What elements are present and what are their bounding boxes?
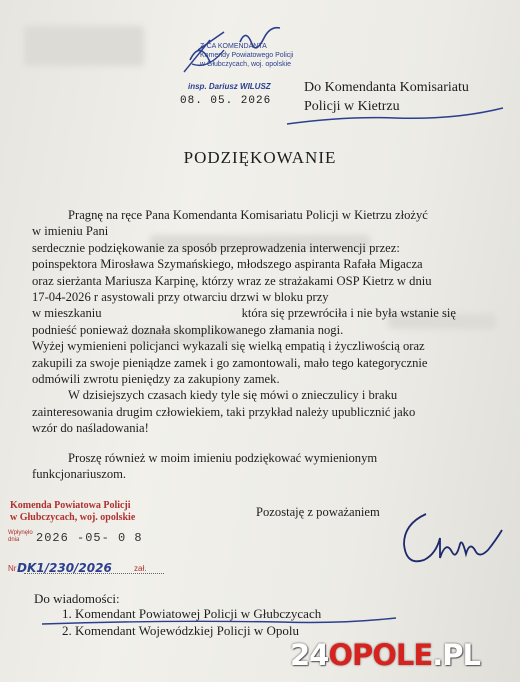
body-fragment: która się przewróciła i nie była wstanie się xyxy=(241,306,456,321)
body-line xyxy=(32,306,492,321)
letter-title: PODZIĘKOWANIE xyxy=(183,148,337,167)
reference-number-suffix: zał. xyxy=(134,564,147,573)
body-line: zainteresowania drugim człowiekiem, taki przykład należy upublicznić jako xyxy=(32,404,416,419)
watermark-part: .PL xyxy=(432,638,480,672)
body-line: poinspektora Mirosława Szymańskiego, młodszego aspiranta Rafała Migacza xyxy=(32,257,423,272)
site-watermark-logo xyxy=(290,638,510,672)
body-line: Pragnę na ręce Pana Komendanta Komisariatu Policji w Kietrzu złożyć xyxy=(68,208,428,222)
reference-number: DK1/230/2026 xyxy=(17,561,112,575)
body-line: 17-04-2026 r asystowali przy otwarciu drzwi w bloku przy xyxy=(32,290,329,305)
reference-number-prefix: Nr xyxy=(8,564,17,573)
body-line: W dzisiejszych czasach kiedy tyle się mówi o znieczulicy i braku xyxy=(68,388,398,403)
watermark-part: 24 xyxy=(290,638,329,672)
body-line: serdecznie podziękowanie za sposób przeprowadzenia interwencji przez: xyxy=(32,240,400,255)
cc-item: 1. Komendant Powiatowej Policji w Głubczycach xyxy=(62,606,322,621)
redacted-top-left xyxy=(24,26,144,66)
stamp-line: Komendy Powiatowego Policji xyxy=(200,52,294,59)
stamp-line: w Głubczycach, woj. opolskie xyxy=(200,61,292,68)
body-line: wzór do naśladowania! xyxy=(32,421,149,436)
underline-scribble-icon xyxy=(285,106,505,128)
closing-formula: Pozostaję z poważaniem xyxy=(256,505,380,519)
received-label-line: dnia xyxy=(8,537,20,543)
spacer xyxy=(32,438,492,450)
cc-item: 2. Komendant Wojewódzkiej Policji w Opolu xyxy=(62,623,300,638)
body-fragment: w mieszkaniu xyxy=(32,306,102,321)
received-stamp-line: Komenda Powiatowa Policji xyxy=(10,500,131,511)
body-line: podnieść ponieważ doznała skomplikowanego złamania nogi. xyxy=(32,322,344,337)
addressee-line: Policji w Kietrzu xyxy=(304,99,400,114)
body-line: funkcjonariuszom. xyxy=(32,467,127,482)
received-date: 2026 -05- 0 8 xyxy=(36,531,143,545)
received-label-line: Wpłynęło xyxy=(8,530,33,536)
watermark-part: OPOLE xyxy=(328,638,433,672)
body-line: Proszę również w moim imieniu podziękować wymienionym xyxy=(68,450,378,465)
stamp-line: Z-CA KOMENDANTA xyxy=(200,43,267,50)
received-label xyxy=(8,530,33,544)
stamp-name: insp. Dariusz WILUSZ xyxy=(188,82,271,91)
received-stamp xyxy=(10,500,135,524)
letter-body xyxy=(32,208,492,484)
handwritten-signature-icon xyxy=(396,510,506,570)
body-line: Wyżej wymienieni policjanci wykazali się wielką empatią i życzliwością oraz xyxy=(32,339,425,354)
body-line: odmówili zwrotu pieniędzy za zakupiony zamek. xyxy=(32,372,280,387)
addressee-line: Do Komendanta Komisariatu xyxy=(304,80,469,95)
body-line: zakupili za swoje pieniądze zamek i go zamontowali, mało tego kategorycznie xyxy=(32,355,428,370)
body-line: oraz sierżanta Mariusza Karpinę, którzy wraz ze strażakami OSP Kietrz w dniu xyxy=(32,273,432,288)
received-stamp-line: w Głubczycach, woj. opolskie xyxy=(10,512,136,523)
official-stamp-top xyxy=(180,30,300,100)
cc-underline-icon xyxy=(40,616,400,630)
cc-title: Do wiadomości: xyxy=(34,591,120,606)
stamp-date-top: 08. 05. 2026 xyxy=(180,95,272,107)
body-line: w imieniu Pani xyxy=(32,224,109,239)
